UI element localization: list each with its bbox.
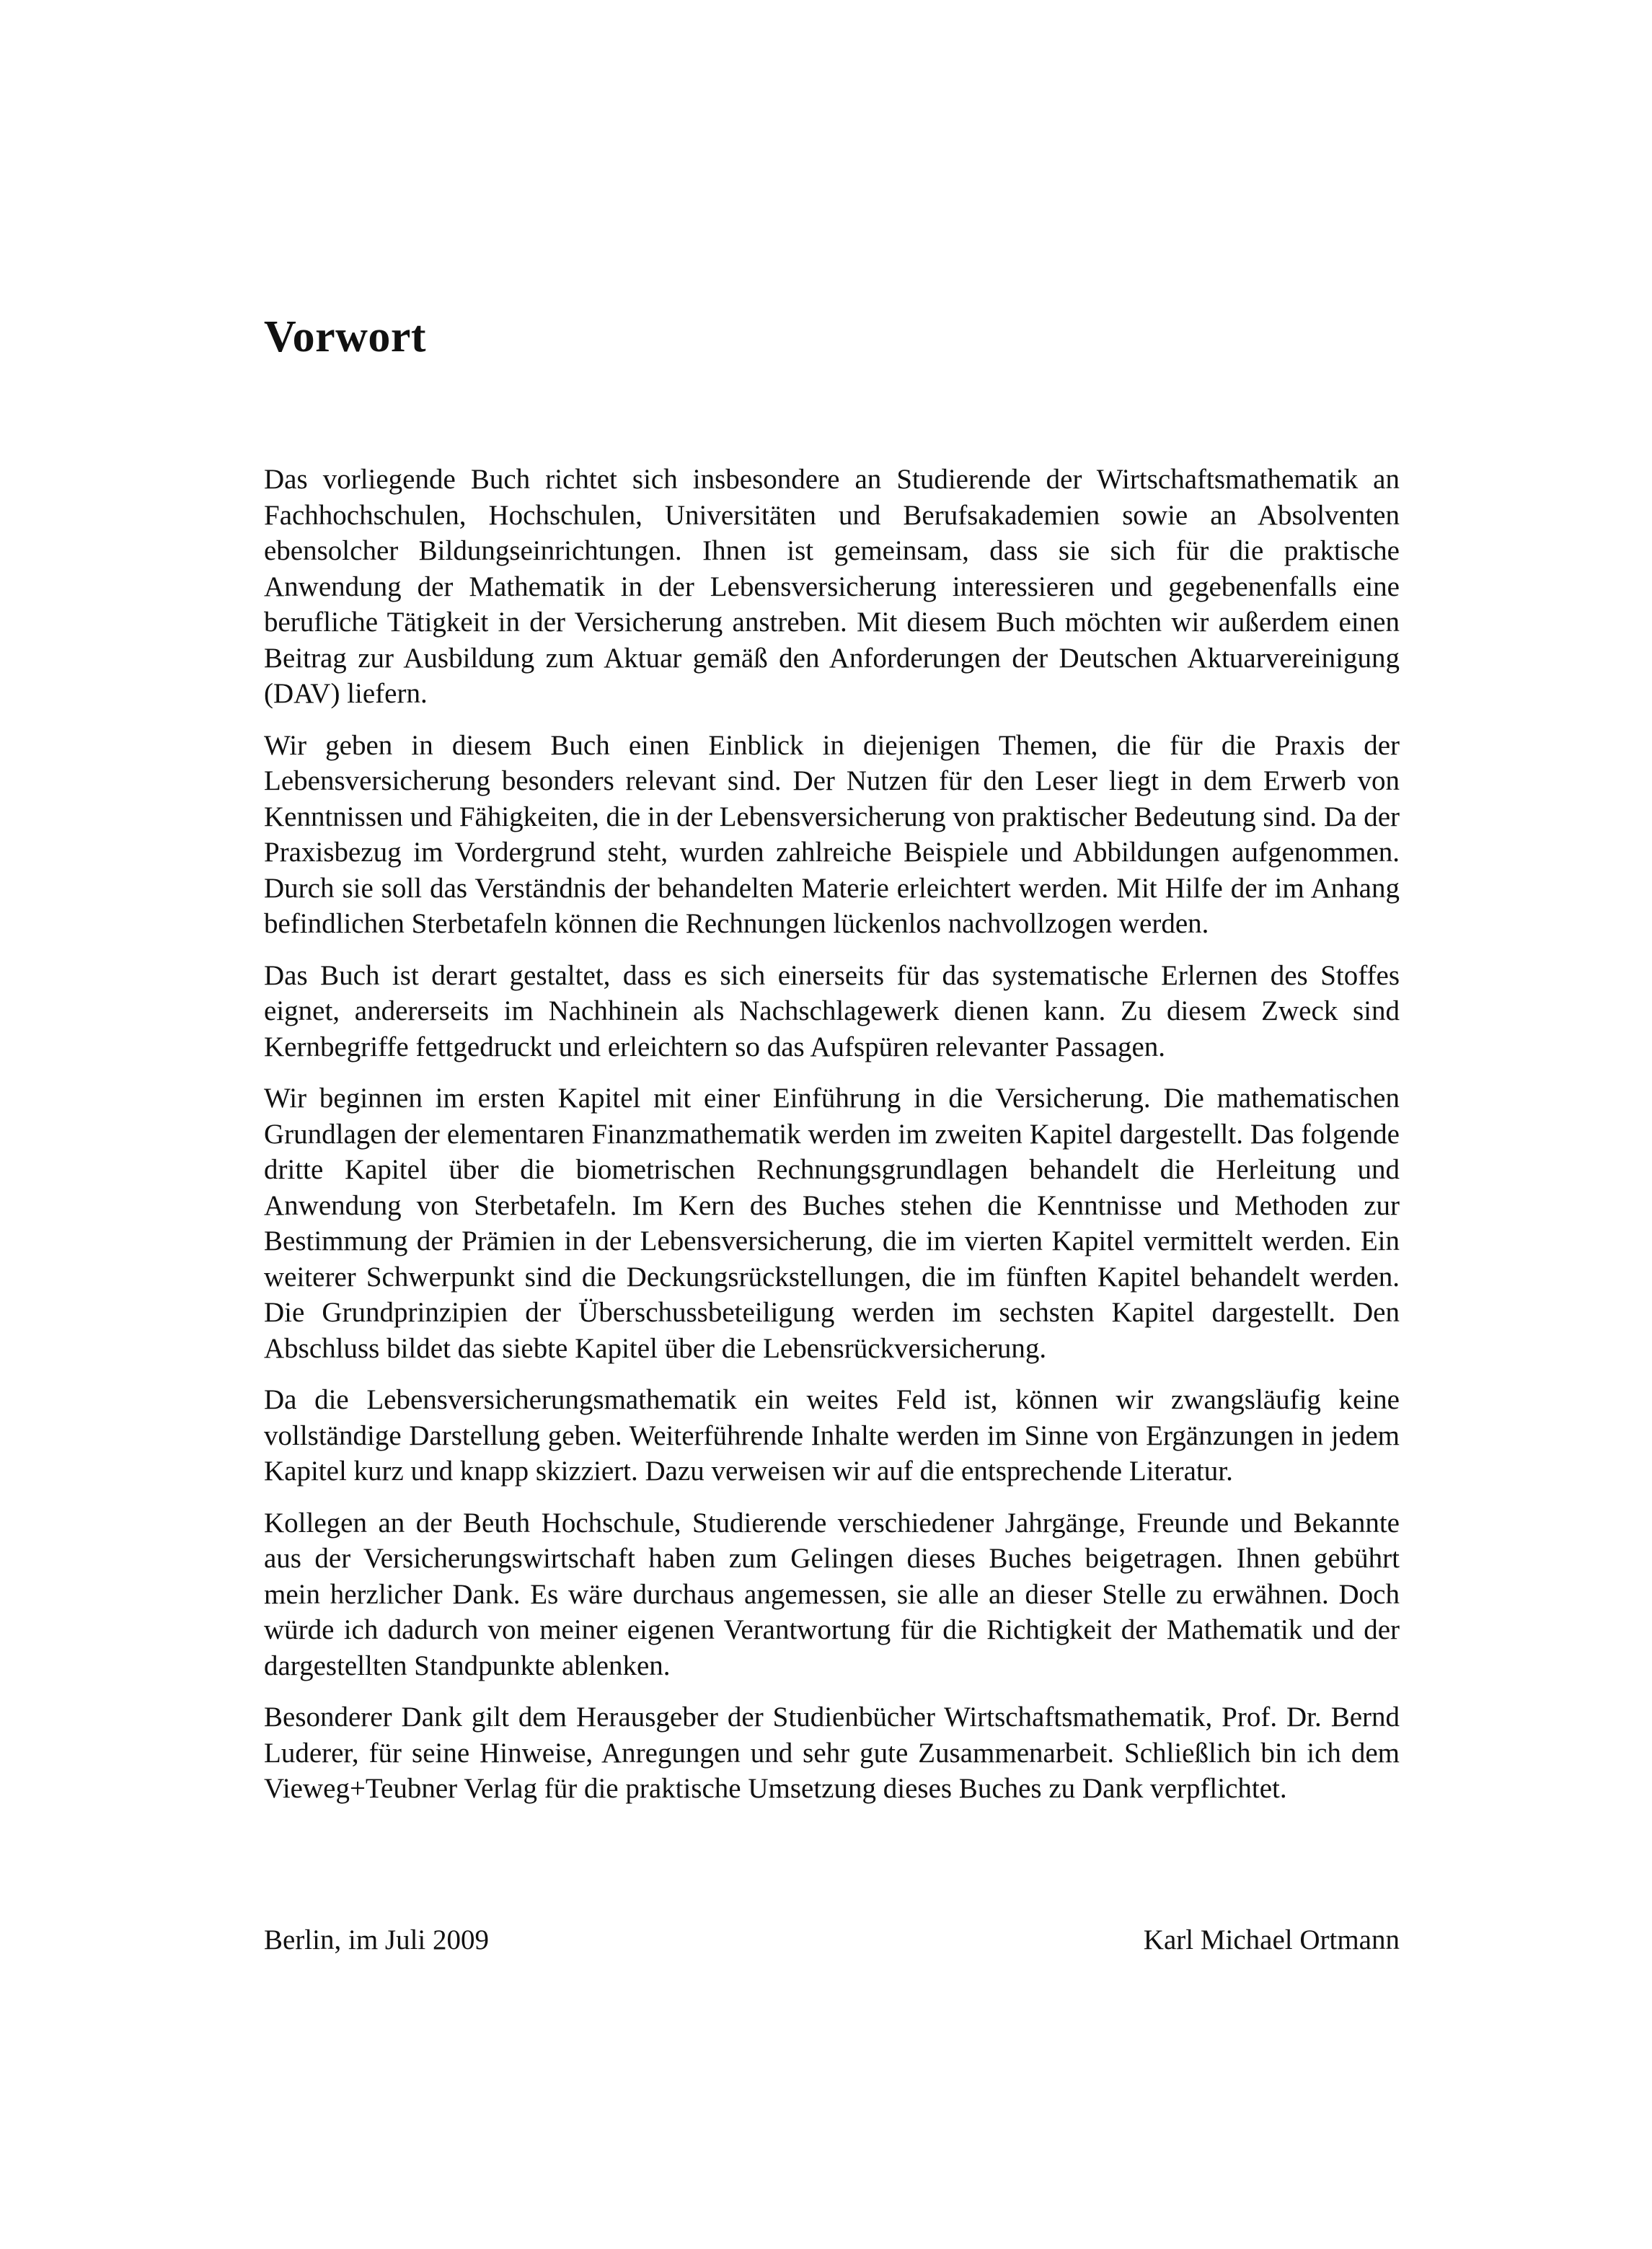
paragraph-1: Das vorliegende Buch richtet sich insbesondere an Studierende der Wirtschaftsmathematik an Fachhochschulen, Hochschulen, Universitäten und Berufsakademien sowie an Absolventen ebensolcher Bildungseinrichtungen. Ihnen ist gemeinsam, dass sie sich für die praktische Anwendung der Mathematik in der Lebensversicherung interessieren und gegebenenfalls eine berufliche Tätigkeit in der Versicherung anstreben. Mit diesem Buch möchten wir außerdem einen Beitrag zur Ausbildung zum Aktuar gemäß den Anforderungen der Deutschen Aktuarvereinigung (DAV) liefern. [264,464,1400,709]
place-date: Berlin, im Juli 2009 [264,1924,489,1955]
paragraph-3: Das Buch ist derart gestaltet, dass es sich einerseits für das systematische Erlernen des Stoffes eignet, andererseits im Nachhinein als Nachschlagewerk dienen kann. Zu diesem Zweck sind Kernbegriffe fettgedruckt und erleichtern so das Aufspüren relevanter Passagen. [264,959,1400,1062]
page-title: Vorwort [264,312,427,361]
paragraph-4: Wir beginnen im ersten Kapitel mit einer Einführung in die Versicherung. Die mathematischen Grundlagen der elementaren Finanzmathematik werden im zweiten Kapitel dargestellt. Das folgende dritte Kapitel über die biometrischen Rechnungsgrundlagen behandelt die Herleitung und Anwendung von Sterbetafeln. Im Kern des Buches stehen die Kenntnisse und Methoden zur Bestimmung der Prämien in der Lebensversicherung, die im vierten Kapitel vermittelt werden. Ein weiterer Schwerpunkt sind die Deckungsrückstellungen, die im fünften Kapitel behandelt werden. Die Grundprinzipien der Überschussbeteiligung werden im sechsten Kapitel dargestellt. Den Abschluss bildet das siebte Kapitel über die Lebensrückversicherung. [264,1083,1400,1364]
paragraph-2: Wir geben in diesem Buch einen Einblick in diejenigen Themen, die für die Praxis der Lebensversicherung besonders relevant sind. Der Nutzen für den Leser liegt in dem Erwerb von Kenntnissen und Fähigkeiten, die in der Lebensversicherung von praktischer Bedeutung sind. Da der Praxisbezug im Vordergrund steht, wurden zahlreiche Beispiele und Abbildungen aufgenommen. Durch sie soll das Verständnis der behandelten Materie erleichtert werden. Mit Hilfe der im Anhang befindlichen Sterbetafeln können die Rechnungen lückenlos nachvollzogen werden. [264,729,1400,939]
author-name: Karl Michael Ortmann [1143,1924,1400,1955]
preface-body [264,462,1400,1823]
paragraph-5: Da die Lebensversicherungsmathematik ein weites Feld ist, können wir zwangsläufig keine vollständige Darstellung geben. Weiterführende Inhalte werden im Sinne von Ergänzungen in jedem Kapitel kurz und knapp skizziert. Dazu verweisen wir auf die entsprechende Literatur. [264,1384,1400,1487]
signature-line [264,1922,1400,1958]
paragraph-7: Besonderer Dank gilt dem Herausgeber der Studienbücher Wirtschaftsmathematik, Prof. Dr. Bernd Luderer, für seine Hinweise, Anregungen und sehr gute Zusammenarbeit. Schließlich bin ich dem Vieweg+Teubner Verlag für die praktische Umsetzung dieses Buches zu Dank verpflichtet. [264,1702,1400,1804]
paragraph-6: Kollegen an der Beuth Hochschule, Studierende verschiedener Jahrgänge, Freunde und Bekannte aus der Versicherungswirtschaft haben zum Gelingen dieses Buches beigetragen. Ihnen gebührt mein herzlicher Dank. Es wäre durchaus angemessen, sie alle an dieser Stelle zu erwähnen. Doch würde ich dadurch von meiner eigenen Verantwortung für die Richtigkeit der Mathematik und der dargestellten Standpunkte ablenken. [264,1507,1400,1681]
